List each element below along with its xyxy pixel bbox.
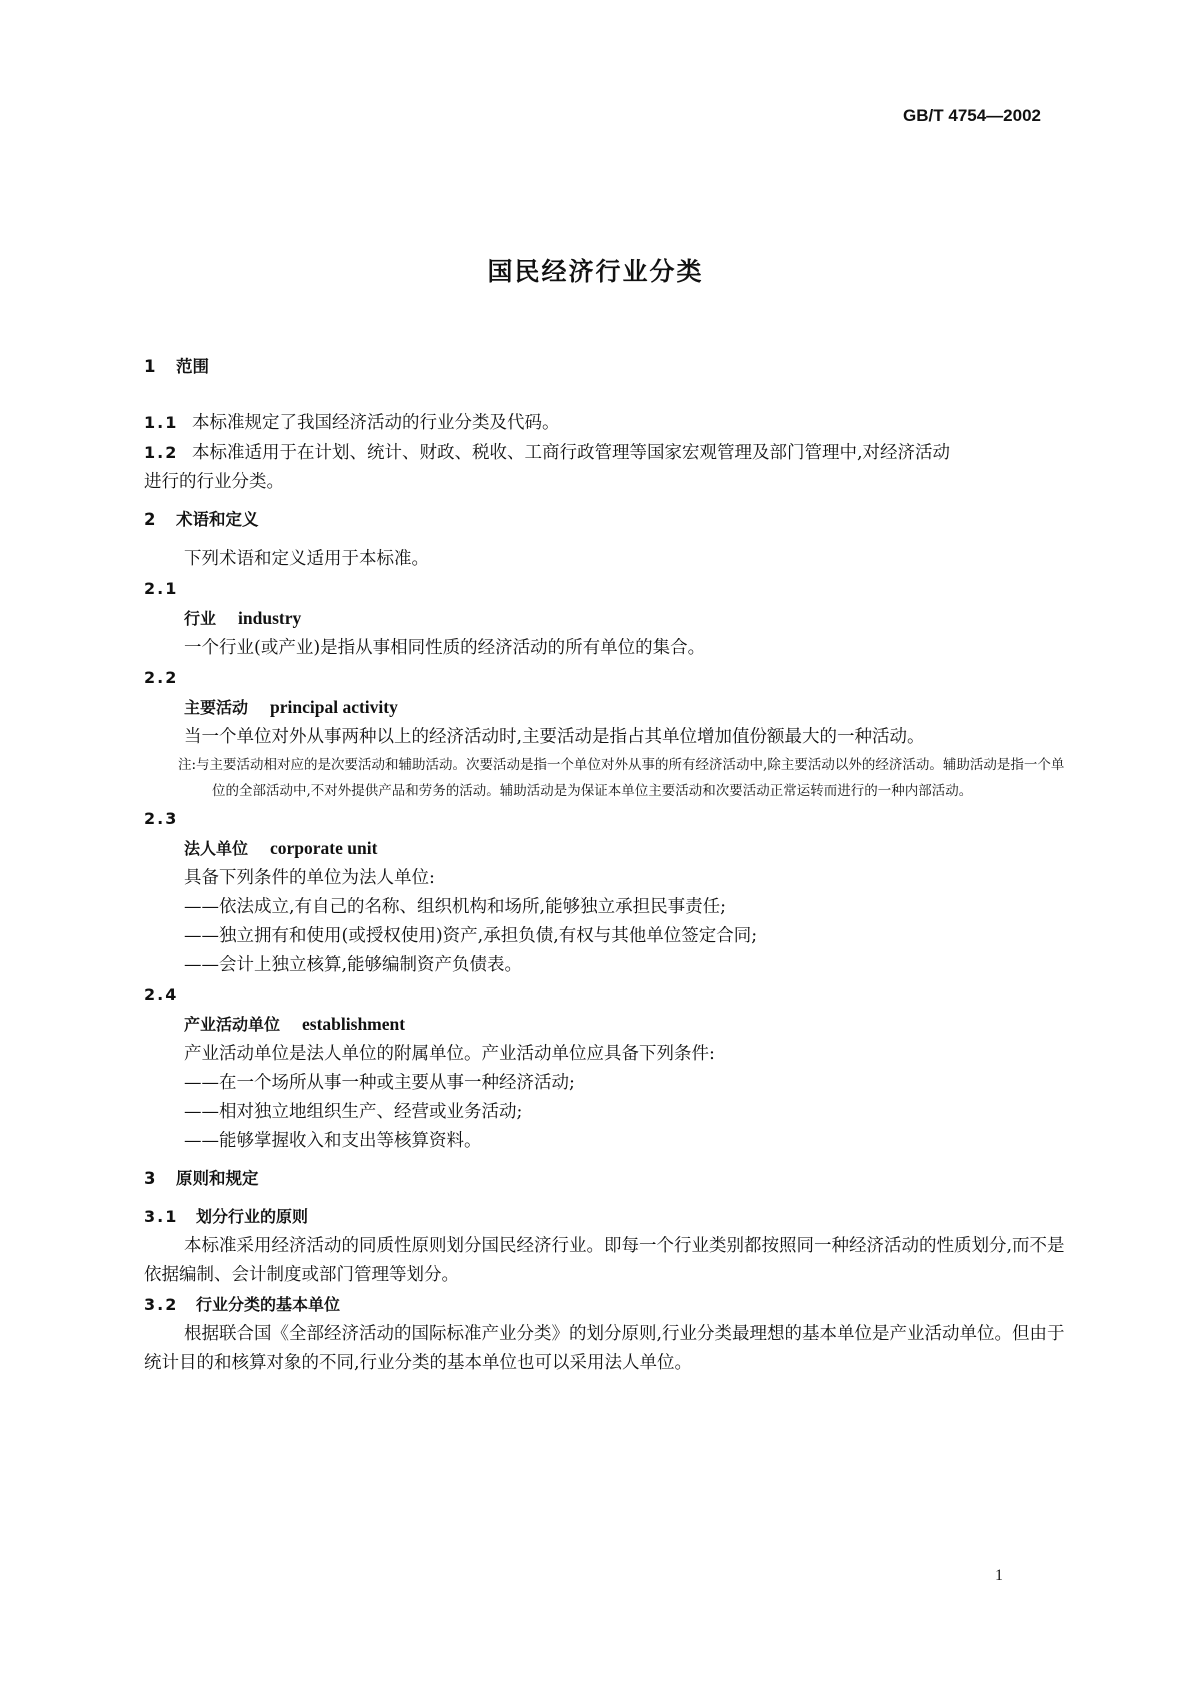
- term-2-4: 产业活动单位 establishment: [184, 1014, 406, 1034]
- section-1-heading: 1 范围: [144, 357, 209, 376]
- section-3-heading: 3 原则和规定: [144, 1169, 259, 1188]
- clause-3-2-heading: 3.2 行业分类的基本单位: [144, 1295, 341, 1314]
- section-2-heading: 2 术语和定义: [144, 510, 259, 529]
- page-number: 1: [995, 1567, 1003, 1584]
- list-item: ——依法成立,有自己的名称、组织机构和场所,能够独立承担民事责任;: [184, 897, 727, 917]
- list-item: ——会计上独立核算,能够编制资产负债表。: [184, 955, 523, 975]
- term-2-1: 行业 industry: [184, 608, 302, 628]
- section-2-intro: 下列术语和定义适用于本标准。: [184, 549, 429, 569]
- list-item: ——相对独立地组织生产、经营或业务活动;: [184, 1102, 523, 1122]
- term-2-1-definition: 一个行业(或产业)是指从事相同性质的经济活动的所有单位的集合。: [184, 638, 706, 658]
- list-item: ——在一个场所从事一种或主要从事一种经济活动;: [184, 1073, 575, 1093]
- document-body: [144, 352, 1070, 1378]
- term-2-4-number: 2.4: [144, 985, 179, 1004]
- clause-3-1-text: 本标准采用经济活动的同质性原则划分国民经济行业。即每一个行业类别都按照同一种经济活动的性质划分,而不是依据编制、会计制度或部门管理等划分。: [144, 1236, 1065, 1285]
- term-2-2-number: 2.2: [144, 668, 179, 687]
- term-2-3-number: 2.3: [144, 809, 179, 828]
- clause-3-1-heading: 3.1 划分行业的原则: [144, 1207, 309, 1226]
- term-2-4-definition: 产业活动单位是法人单位的附属单位。产业活动单位应具备下列条件:: [184, 1044, 715, 1064]
- clause-1-2: 1.2 本标准适用于在计划、统计、财政、税收、工商行政管理等国家宏观管理及部门管理中,对经济活动: [144, 443, 951, 463]
- document-title: 国民经济行业分类: [487, 257, 704, 286]
- term-2-3: 法人单位 corporate unit: [184, 838, 378, 858]
- list-item: ——独立拥有和使用(或授权使用)资产,承担负债,有权与其他单位签定合同;: [184, 926, 758, 946]
- term-2-1-number: 2.1: [144, 579, 179, 598]
- clause-1-1: 1.1 本标准规定了我国经济活动的行业分类及代码。: [144, 413, 560, 433]
- clause-3-2-text: 根据联合国《全部经济活动的国际标准产业分类》的划分原则,行业分类最理想的基本单位是产业活动单位。但由于统计目的和核算对象的不同,行业分类的基本单位也可以采用法人单位。: [144, 1324, 1065, 1373]
- term-2-2-note: 注:与主要活动相对应的是次要活动和辅助活动。次要活动是指一个单位对外从事的所有经济活动中,除主要活动以外的经济活动。辅助活动是指一个单位的全部活动中,不对外提供产品和劳务的活动。辅助活动是为保证本单位主要活动和次要活动正常运转而进行的一种内部活动。: [178, 757, 1065, 799]
- clause-1-2-cont: 进行的行业分类。: [144, 472, 284, 492]
- term-2-3-definition: 具备下列条件的单位为法人单位:: [184, 868, 435, 888]
- standard-code: GB/T 4754—2002: [903, 106, 1041, 125]
- term-2-2-definition: 当一个单位对外从事两种以上的经济活动时,主要活动是指占其单位增加值份额最大的一种活动。: [184, 727, 925, 747]
- term-2-2: 主要活动 principal activity: [184, 697, 398, 717]
- list-item: ——能够掌握收入和支出等核算资料。: [184, 1131, 482, 1151]
